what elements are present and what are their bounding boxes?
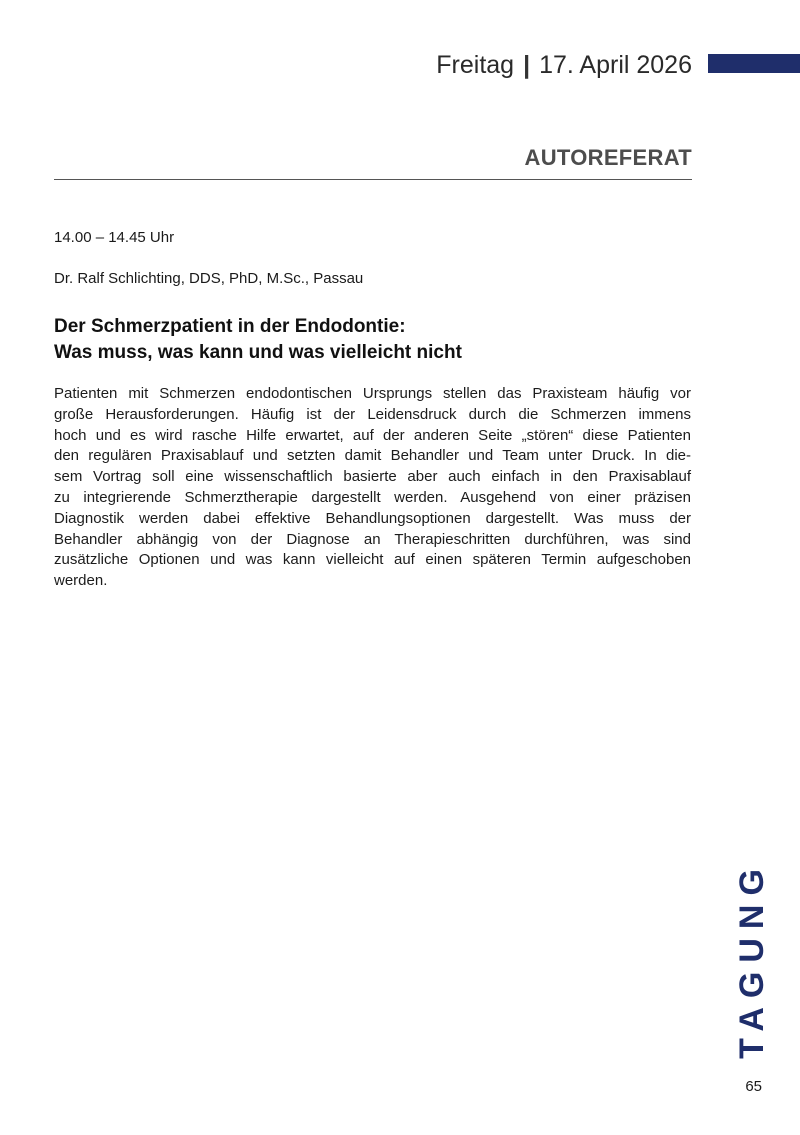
abstract-line: Diagnostik werden dabei effektive Behandlungsoptionen dargestellt. Was muss der (54, 509, 691, 527)
abstract-line: sem Vortrag soll eine wissenschaftlich basierte aber auch einfach in den Praxisablauf (54, 468, 691, 486)
header-separator: | (523, 51, 531, 79)
abstract-text (54, 384, 691, 592)
side-label (732, 859, 772, 1059)
abstract-line: den regulären Praxisablauf und setzten damit Behandler und Team unter Druck. In die- (54, 447, 691, 465)
session-speaker: Dr. Ralf Schlichting, DDS, PhD, M.Sc., Passau (54, 270, 364, 287)
abstract-line: Patienten mit Schmerzen endodontischen Ursprungs stellen das Praxisteam häufig vor (54, 385, 691, 402)
abstract-line: große Herausforderungen. Häufig ist der Leidensdruck durch die Schmerzen immens (54, 405, 691, 423)
header-day: Freitag (436, 51, 515, 79)
header-accent-bar (708, 54, 800, 73)
abstract-line: zu integrierende Schmerztherapie dargestellt werden. Ausgehend von einer präzisen (54, 488, 691, 506)
talk-title (54, 314, 694, 366)
header-date (380, 50, 692, 80)
section-title: AUTOREFERAT (524, 145, 692, 170)
abstract-line: zusätzliche Optionen und was kann vielleicht auf einen späteren Termin aufgeschoben (54, 551, 691, 569)
session-time: 14.00 – 14.45 Uhr (54, 229, 175, 246)
talk-title-line: Der Schmerzpatient in der Endodontie: (54, 316, 406, 337)
section-divider (54, 179, 692, 180)
abstract-line: werden. (54, 572, 108, 590)
side-label-text: TAGUNG (732, 859, 771, 1059)
abstract-line: hoch und es wird rasche Hilfe erwartet, auf der anderen Seite „stören“ diese Patienten (54, 426, 691, 444)
page-number: 65 (745, 1078, 762, 1095)
abstract-line: Behandler abhängig von der Diagnose an Therapieschritten durchführen, was sind (54, 530, 691, 548)
header-date-value: 17. April 2026 (539, 51, 692, 79)
talk-title-line: Was muss, was kann und was vielleicht nicht (54, 342, 462, 363)
